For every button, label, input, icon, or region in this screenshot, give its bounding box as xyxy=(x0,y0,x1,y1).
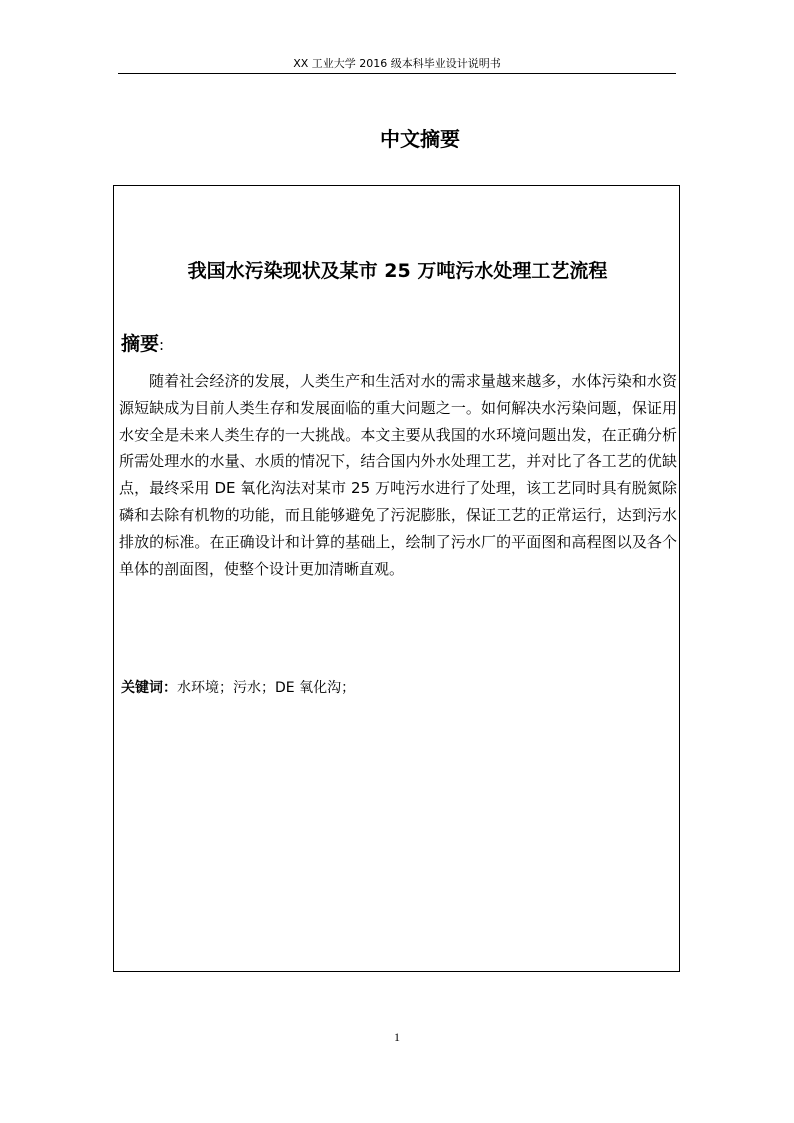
running-header: XX 工业大学 2016 级本科毕业设计说明书 xyxy=(293,57,501,70)
keywords-label: 关键词： xyxy=(121,680,177,696)
abstract-box xyxy=(113,185,680,972)
abstract-label-text: 摘要 xyxy=(121,333,160,355)
header-rule xyxy=(118,73,676,74)
abstract-body: 随着社会经济的发展，人类生产和生活对水的需求量越来越多，水体污染和水资源短缺成为目前人类生存和发展面临的重大问题之一。如何解决水污染问题，保证用水安全是未来人类生存的一大挑战。本文主要从我国的水环境问题出发，在正确分析所需处理水的水量、水质的情况下，结合国内外水处理工艺，并对比了各工艺的优缺点，最终采用 DE 氧化沟法对某市 25 万吨污水进行了处理，该工艺同时具有脱氮除磷和去除有机物的功能，而且能够避免了污泥膨胀，保证工艺的正常运行，达到污水排放的标准。在正确设计和计算的基础上，绘制了污水厂的平面图和高程图以及各个单体的剖面图，使整个设计更加清晰直观。 xyxy=(119,372,677,578)
section-heading: 中文摘要 xyxy=(380,127,460,151)
page-number: 1 xyxy=(394,1030,400,1044)
keywords-line xyxy=(121,678,355,698)
keywords-value: 水环境；污水；DE 氧化沟； xyxy=(177,680,356,696)
thesis-title: 我国水污染现状及某市 25 万吨污水处理工艺流程 xyxy=(187,260,608,282)
abstract-label-colon: : xyxy=(159,336,165,354)
abstract-label xyxy=(121,332,164,357)
